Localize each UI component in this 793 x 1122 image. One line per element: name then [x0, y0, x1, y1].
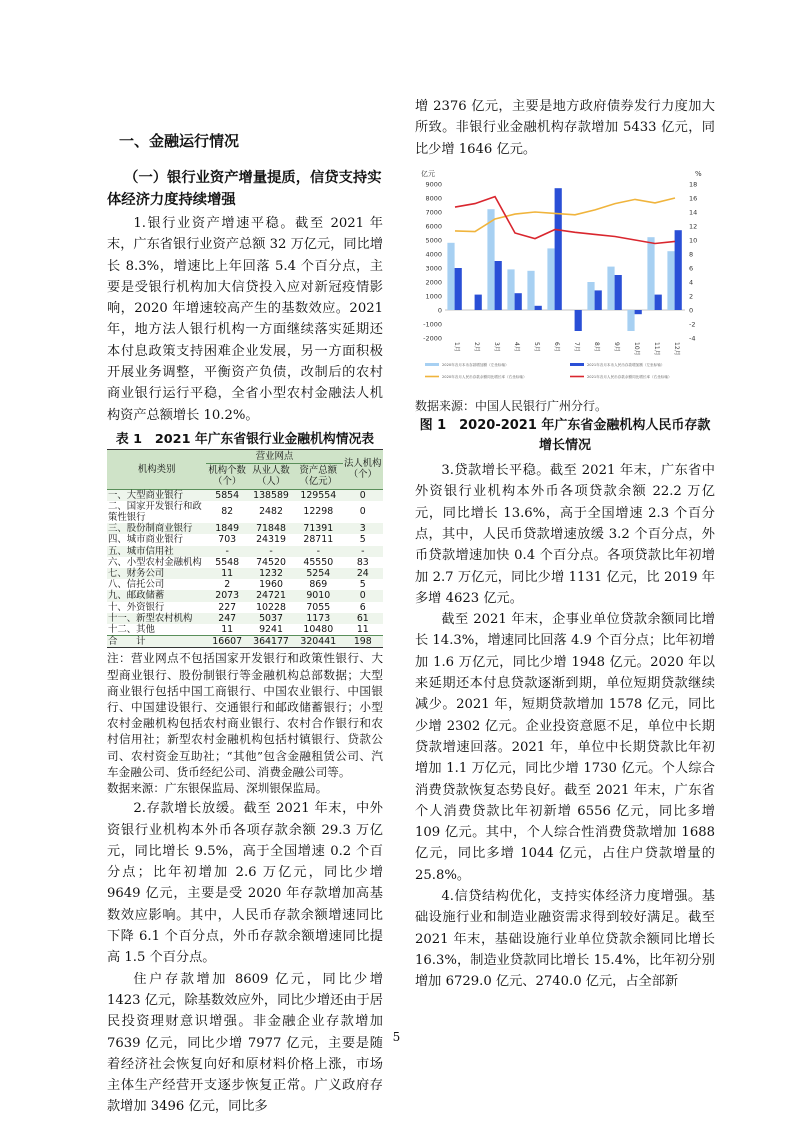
paragraph-assets: 1.银行业资产增速平稳。截至 2021 年末，广东省银行业资产总额 32 万亿元，同比增长 8.3%，增速比上年回落 5.4 个百分点，主要是受银行机构加大信贷投入应对新冠疫情影响，2020 年增速较高产生的基数效应。2021 年，地方法人银行机构一方面继续落实延期还本付息政策支持困难企业发展，另一方面积极开展业务调整，平衡资产负债，改制后的农村商业银行运行平稳，全省小型农村金融法人机构资产总额增长 10.2%。 [107, 216, 383, 423]
deposit-chart-svg [415, 166, 715, 394]
chart-xtick: 4月 [513, 341, 520, 352]
chart-bar-1 [587, 282, 594, 310]
chart-ylabel-right: % [695, 169, 702, 178]
header-group-outlets: 营业网点 [206, 449, 342, 463]
cell-assets: 5254 [294, 568, 343, 579]
chart-ytick-left: 4000 [425, 250, 442, 259]
chart-ytick-right: 16 [689, 194, 698, 203]
chart-ytick-left: -2000 [423, 334, 442, 343]
cell-count: 227 [218, 601, 237, 613]
table-source: 数据来源：广东银保监局、深圳银保监局。 [107, 781, 328, 796]
cell-assets: 45550 [303, 556, 334, 568]
chart-xtick: 7月 [573, 341, 580, 352]
chart-bar-1 [607, 266, 614, 309]
chart-xtick: 1月 [453, 341, 460, 352]
chart-legend-label: 2021年各月本币人民币存款增加额（左坐标轴） [587, 362, 665, 367]
chart-bar-2 [555, 188, 562, 310]
header-assets: 资产总额（亿元） [294, 464, 343, 489]
chart-legend-label: 2021年各月人民币存款余额同比增长率（右坐标轴） [587, 374, 672, 379]
chart-xtick: 12月 [673, 341, 680, 356]
chart-bar-1 [447, 243, 454, 310]
chart-ytick-right: 10 [689, 236, 698, 245]
cell-count: - [206, 546, 248, 557]
table-row [107, 523, 383, 534]
cell-count: 1849 [206, 523, 248, 534]
cell-count: 11 [206, 568, 248, 579]
chart-bar-1 [527, 271, 534, 310]
chart-ytick-right: 12 [689, 222, 698, 231]
chart-ytick-right: 18 [689, 180, 698, 189]
cell-staff: 24319 [256, 534, 286, 546]
chart-ytick-right: 6 [689, 264, 694, 273]
cell-assets: 71391 [294, 523, 343, 534]
table-row [107, 602, 383, 613]
chart-bar-2 [475, 294, 482, 309]
cell-staff: 10228 [256, 601, 286, 613]
cell-category: 七、财务公司 [107, 568, 206, 579]
chart-ytick-left: 9000 [425, 180, 442, 189]
chart-bar-1 [647, 237, 654, 310]
chart-xtick: 3月 [493, 341, 500, 352]
deposit-chart [415, 166, 715, 394]
cell-assets: 869 [309, 579, 328, 591]
paragraph-continued: 增 2376 亿元，主要是地方政府债券发行力度加大所致。非银行业金融机构存款增加 5433 亿元，同比少增 1646 亿元。 [415, 99, 715, 157]
cell-assets: 28711 [303, 534, 334, 546]
table-row [107, 624, 383, 636]
figure-caption: 图 1 2020-2021 年广东省金融机构人民币存款增长情况 [419, 418, 711, 454]
cell-category: 五、城市信用社 [107, 546, 206, 557]
cell-category: 八、信托公司 [108, 579, 165, 591]
chart-legend-swatch [570, 363, 584, 366]
cell-legal: 198 [343, 636, 383, 648]
cell-legal: 61 [343, 613, 383, 624]
chart-bar-1 [547, 248, 554, 310]
cell-legal: 3 [343, 523, 383, 534]
chart-bar-1 [627, 310, 634, 331]
cell-count: 16607 [206, 636, 248, 648]
chart-bar-2 [615, 275, 622, 310]
chart-source: 数据来源：中国人民银行广州分行。 [415, 398, 608, 413]
chart-ytick-right: -2 [689, 320, 696, 329]
chart-bar-2 [455, 268, 462, 310]
chart-ytick-right: 14 [689, 208, 698, 217]
paragraph-loans: 3.贷款增长平稳。截至 2021 年末，广东省中外资银行业机构本外币各项贷款余额 22.2 万亿元，同比增长 13.6%，高于全国增速 2.3 个百分点，其中，人民币贷款增速放缓 3.2 个百分点，外币贷款增速加快 0.4 个百分点。各项贷款比年初增加 2.7 万亿元，同比少增 1131 亿元，比 2019 年多增 4623 亿元。 [415, 463, 715, 606]
table-caption: 表 1 2021 年广东省银行业金融机构情况表 [115, 431, 375, 447]
section-title: 一、金融运行情况 [119, 132, 240, 150]
table-row [107, 579, 383, 590]
chart-legend-swatch [425, 363, 439, 366]
cell-category: 二、国家开发银行和政策性银行 [108, 500, 202, 523]
chart-ytick-left: 8000 [425, 194, 442, 203]
cell-assets: 9010 [294, 590, 343, 601]
cell-staff: 5037 [248, 613, 294, 624]
cell-category: 十一、新型农村机构 [107, 613, 206, 624]
cell-legal: - [343, 546, 383, 557]
cell-count: 2073 [206, 590, 248, 601]
cell-assets: 10480 [303, 624, 334, 636]
cell-legal: 11 [356, 624, 369, 636]
cell-category: 十二、其他 [108, 624, 155, 636]
cell-count: 5854 [206, 489, 248, 501]
chart-ytick-left: 0 [437, 306, 442, 315]
chart-ytick-left: 1000 [425, 292, 442, 301]
chart-xtick: 8月 [593, 341, 600, 352]
chart-bar-2 [515, 293, 522, 310]
chart-ytick-right: 8 [689, 250, 694, 259]
chart-xtick: 10月 [633, 341, 640, 356]
chart-legend-label: 2020年各月本币存款增加额（左坐标轴） [442, 362, 509, 367]
subsection-title: （一）银行业资产增量提质，信贷支持实体经济力度持续增强 [107, 170, 382, 208]
chart-ytick-right: 4 [689, 278, 694, 287]
header-count: 机构个数（个） [206, 464, 248, 489]
cell-count: 703 [218, 534, 237, 546]
table-row [107, 613, 383, 624]
cell-category: 合 计 [107, 636, 206, 648]
cell-staff: 1232 [248, 568, 294, 579]
chart-ytick-right: 2 [689, 292, 694, 301]
cell-staff: 2482 [259, 506, 283, 518]
cell-staff: - [248, 546, 294, 557]
cell-legal: 83 [356, 556, 369, 568]
cell-category: 六、小型农村金融机构 [108, 556, 202, 568]
table-row [107, 489, 383, 501]
cell-category: 九、邮政储蓄 [107, 590, 206, 601]
cell-legal: 5 [359, 579, 366, 591]
cell-legal: 6 [359, 601, 366, 613]
table-row [107, 501, 383, 523]
header-staff: 从业人数（人） [248, 464, 294, 489]
page-number: 5 [392, 1030, 401, 1044]
cell-staff: 71848 [248, 523, 294, 534]
chart-bar-2 [575, 310, 582, 331]
cell-assets: 12298 [303, 506, 334, 518]
header-category: 机构类别 [107, 449, 206, 489]
cell-legal: 0 [343, 590, 383, 601]
paragraph-deposit-breakdown: 住户存款增加 8609 亿元，同比少增 1423 亿元，除基数效应外，同比少增还由于居民投资理财意识增强。非金融企业存款增加 7639 亿元，同比少增 7977 亿元，主要是随着经济社会恢复向好和原材料价格上涨，市场主体生产经营开支逐步恢复正常。广义政府存款增加 3496 亿元，同比多 [107, 971, 383, 1115]
chart-xtick: 9月 [613, 341, 620, 352]
chart-xtick: 2月 [473, 341, 480, 352]
table-row [107, 534, 383, 545]
cell-staff: 24721 [248, 590, 294, 601]
table-row [107, 568, 383, 579]
cell-category: 三、股份制商业银行 [107, 523, 206, 534]
chart-ytick-right: -4 [689, 334, 696, 343]
chart-ytick-left: 3000 [425, 264, 442, 273]
chart-ylabel-left: 亿元 [421, 169, 435, 178]
cell-count: 11 [221, 624, 234, 636]
cell-staff: 138589 [248, 489, 294, 501]
chart-ytick-left: -1000 [423, 320, 442, 329]
cell-legal: 5 [359, 534, 366, 546]
paragraph-corporate-loans: 截至 2021 年末，企事业单位贷款余额同比增长 14.3%，增速同比回落 4.9 个百分点；比年初增加 1.6 万亿元，同比少增 1948 亿元。2020 年以来延期还本付息贷款逐渐到期，单位短期贷款继续减少。2021 年，短期贷款增加 1578 亿元，同比少增 2302 亿元。企业投资意愿不足，单位中长期贷款增速回落。2021 年，单位中长期贷款比年初增加 1.1 万亿元，同比少增 1730 亿元。个人综合消费贷款恢复态势良好。截至 2021 年末，广东省个人消费贷款比年初新增 6556 亿元，同比多增 109 亿元。其中，个人综合性消费贷款增加 1688 亿元，同比多增 1044 亿元，占住户贷款增量的 25.8%。 [415, 612, 715, 883]
paragraph-credit-structure: 4.信贷结构优化，支持实体经济力度增强。基础设施行业和制造业融资需求得到较好满足。截至 2021 年末，基础设施行业单位贷款余额同比增长 16.3%，制造业贷款同比增长 15.4%，比年初分别增加 6729.0 亿元、2740.0 亿元，占全部新 [415, 889, 715, 990]
cell-staff: 9241 [259, 624, 283, 636]
chart-xtick: 11月 [653, 341, 660, 356]
chart-bar-2 [535, 306, 542, 310]
table-row [107, 546, 383, 557]
cell-legal: 0 [343, 489, 383, 501]
chart-bar-1 [507, 269, 514, 310]
cell-assets: - [294, 546, 343, 557]
cell-count: 82 [221, 506, 234, 518]
chart-bar-2 [675, 230, 682, 310]
cell-staff: 364177 [248, 636, 294, 648]
cell-category: 四、城市商业银行 [108, 534, 184, 546]
header-legal: 法人机构（个） [343, 449, 383, 489]
cell-count: 2 [224, 579, 231, 591]
chart-bar-2 [635, 310, 642, 314]
cell-category: 一、大型商业银行 [107, 489, 206, 501]
chart-ytick-left: 5000 [425, 236, 442, 245]
paragraph-deposits: 2.存款增长放缓。截至 2021 年末，中外资银行业机构本外币各项存款余额 29.3 万亿元，同比增长 9.5%，高于全国增速 0.2 个百分点；比年初增加 2.6 万亿元，同比少增 9649 亿元，主要是受 2020 年存款增加高基数效应影响。其中，人民币存款余额增速同比下降 6.1 个百分点，外币存款余额增速同比提高 1.5 个百分点。 [107, 801, 383, 966]
table-total-row [107, 636, 383, 648]
chart-legend-label: 2020年各月人民币存款余额同比增长率（右坐标轴） [442, 374, 527, 379]
cell-assets: 129554 [294, 489, 343, 501]
left-column [107, 120, 383, 1118]
cell-category: 十、外资银行 [108, 601, 165, 613]
chart-ytick-left: 2000 [425, 278, 442, 287]
institutions-table [107, 449, 383, 648]
right-column [415, 96, 715, 993]
table-row [107, 557, 383, 568]
chart-ytick-left: 6000 [425, 222, 442, 231]
chart-ytick-right: 0 [689, 306, 694, 315]
table-note: 注：营业网点不包括国家开发银行和政策性银行、大型商业银行、股份制银行等金融机构总部数据；大型商业银行包括中国工商银行、中国农业银行、中国银行、中国建设银行、交通银行和邮政储蓄银行；小型农村金融机构包括农村商业银行、农村合作银行和农村信用社；新型农村金融机构包括村镇银行、贷款公司、农村资金互助社；“其他”包含金融租赁公司、汽车金融公司、货币经纪公司、消费金融公司等。 [107, 651, 383, 779]
chart-xtick: 5月 [533, 341, 540, 352]
chart-ytick-left: 7000 [425, 208, 442, 217]
cell-legal: 0 [359, 506, 366, 518]
chart-bar-2 [595, 290, 602, 310]
cell-count: 5548 [215, 556, 240, 568]
cell-assets: 320441 [294, 636, 343, 648]
cell-assets: 1173 [294, 613, 343, 624]
chart-xtick: 6月 [553, 341, 560, 352]
cell-count: 247 [206, 613, 248, 624]
cell-legal: 24 [343, 568, 383, 579]
chart-bar-2 [495, 261, 502, 310]
chart-bar-1 [667, 251, 674, 310]
cell-staff: 74520 [256, 556, 286, 568]
chart-bar-1 [487, 209, 494, 310]
cell-assets: 7055 [306, 601, 331, 613]
table-row [107, 590, 383, 601]
chart-bar-2 [655, 294, 662, 309]
cell-staff: 1960 [259, 579, 283, 591]
